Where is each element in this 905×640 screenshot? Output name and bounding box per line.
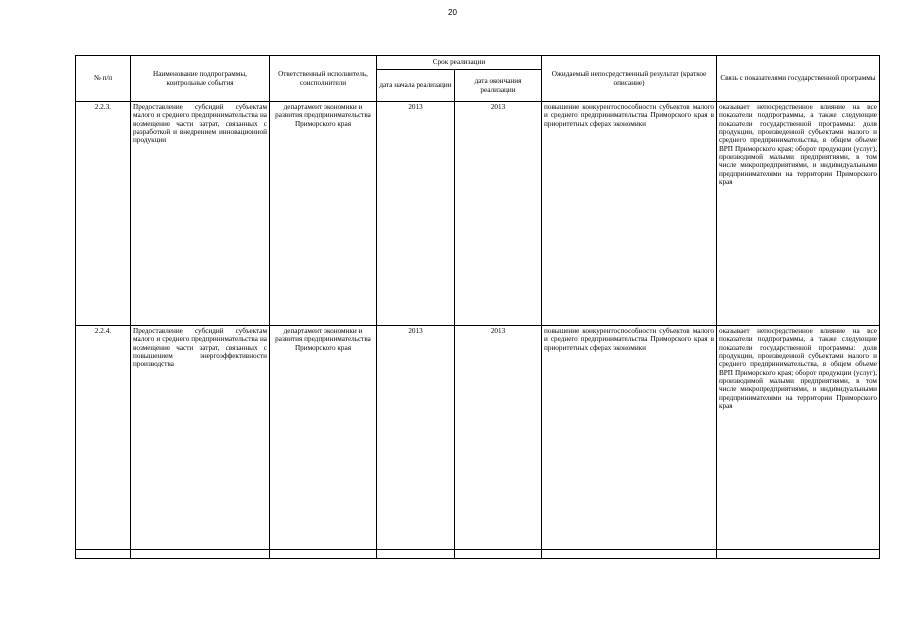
row-name: Предоставление субсидий субъектам малого и среднего предпринимательства на возмещение части затрат, связанных с разработкой и внедрением инновационной продукции (131, 102, 270, 326)
table-row-empty (76, 550, 880, 559)
header-link: Связь с показателями государственной программы (717, 56, 880, 102)
row-executor: департамент экономики и развития предпринимательства Приморского края (270, 102, 377, 326)
row-result: повышение конкурентоспособности субъектов малого и среднего предпринимательства Приморского края в приоритетных сферах экономики (542, 102, 717, 326)
header-number: № п/п (76, 56, 131, 102)
header-end-date: дата окончания реализации (455, 70, 542, 102)
row-end-date: 2013 (455, 102, 542, 326)
table-row (76, 102, 880, 326)
header-period: Срок реализации (377, 56, 542, 70)
row-executor: департамент экономики и развития предпринимательства Приморского края (270, 326, 377, 550)
page-number: 20 (448, 8, 457, 17)
header-name: Наименование подпрограммы, контрольные события (131, 56, 270, 102)
header-result: Ожидаемый непосредственный результат (краткое описание) (542, 56, 717, 102)
row-number: 2.2.3. (76, 102, 131, 326)
row-link: оказывает непосредственное влияние на все показатели подпрограммы, а также следующие показатели государственной программы: доля продукции, произведенной субъектами малого и среднего предпринимательства, в общем объеме ВРП Приморского края; оборот продукции (услуг), производимой малыми предприятиями, в том числе микропредприятиями, и индивидуальными предпринимателями на территории Приморского края (717, 326, 880, 550)
row-end-date: 2013 (455, 326, 542, 550)
row-number: 2.2.4. (76, 326, 131, 550)
row-link: оказывает непосредственное влияние на все показатели подпрограммы, а также следующие показатели государственной программы: доля продукции, произведенной субъектами малого и среднего предпринимательства, в общем объеме ВРП Приморского края; оборот продукции (услуг), производимой малыми предприятиями, в том числе микропредприятиями, и индивидуальными предпринимателями на территории Приморского края (717, 102, 880, 326)
table-row (76, 326, 880, 550)
row-start-date: 2013 (377, 102, 455, 326)
program-table (75, 55, 880, 559)
row-result: повышение конкурентоспособности субъектов малого и среднего предпринимательства Приморского края в приоритетных сферах экономики (542, 326, 717, 550)
header-executor: Ответственный исполнитель, соисполнители (270, 56, 377, 102)
row-name: Предоставление субсидий субъектам малого и среднего предпринимательства на возмещение части затрат, связанных с повышением энергоэффективности производства (131, 326, 270, 550)
row-start-date: 2013 (377, 326, 455, 550)
header-start-date: дата начала реализации (377, 70, 455, 102)
